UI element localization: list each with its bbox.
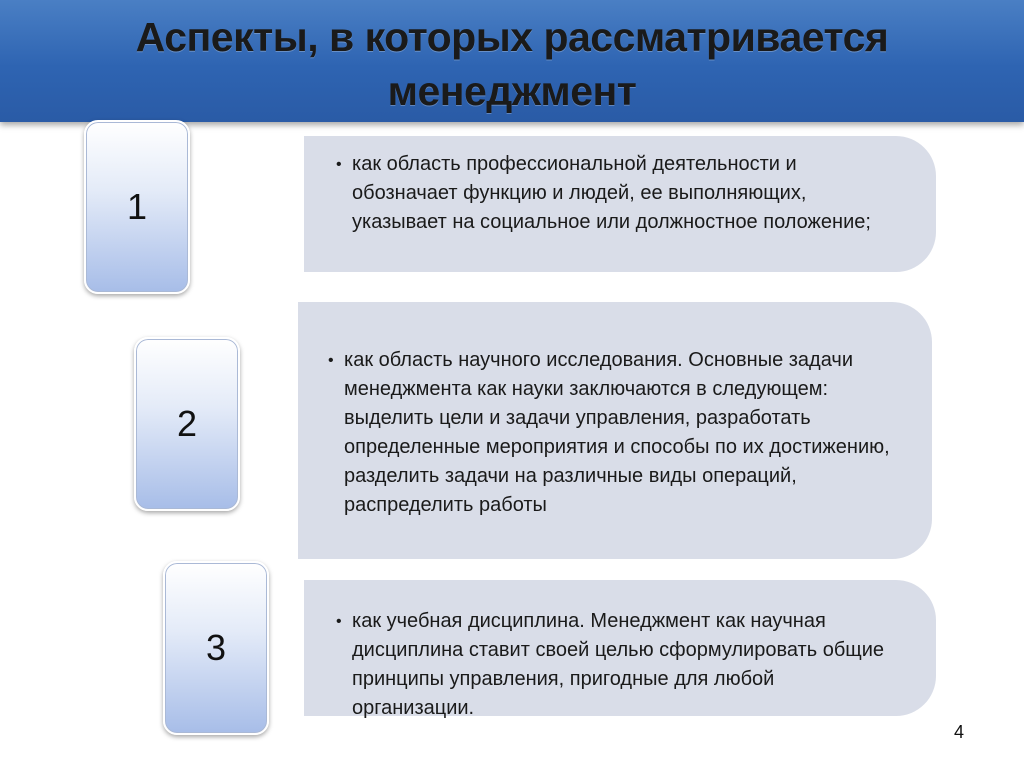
bullet-icon: • <box>336 156 342 173</box>
slide-title <box>0 10 1024 118</box>
aspect-text: • как учебная дисциплина. Менеджмент как научная дисциплина ставит своей целью сформулировать общие принципы управления, пригодные для любой организации. <box>336 607 896 723</box>
number-box-1 <box>84 120 190 294</box>
title-banner <box>0 0 1024 122</box>
bullet-icon: • <box>336 613 342 630</box>
number-label: 2 <box>176 403 198 444</box>
aspect-panel-3 <box>304 580 936 719</box>
slide-title-line-1: Аспекты, в которых рассматривается <box>135 14 889 60</box>
number-box-2 <box>134 337 240 511</box>
number-label: 1 <box>126 186 148 227</box>
aspect-text: • как область профессиональной деятельности и обозначает функцию и людей, ее выполняющих, указывает на социальное или должностное положение; <box>336 150 906 237</box>
aspect-text: • как область научного исследования. Основные задачи менеджмента как науки заключаются в следующем: выделить цели и задачи управления, разработать определенные мероприятия и способы по их достижению, разделить задачи на различные виды операций, распределить работы <box>328 346 892 520</box>
bullet-icon: • <box>328 352 334 369</box>
number-label: 3 <box>205 627 227 668</box>
aspect-panel-2 <box>298 302 932 559</box>
aspect-panel-1 <box>304 136 936 272</box>
slide-title-line-2: менеджмент <box>387 68 637 114</box>
page-number: 4 <box>953 722 964 742</box>
number-box-3 <box>163 561 269 735</box>
